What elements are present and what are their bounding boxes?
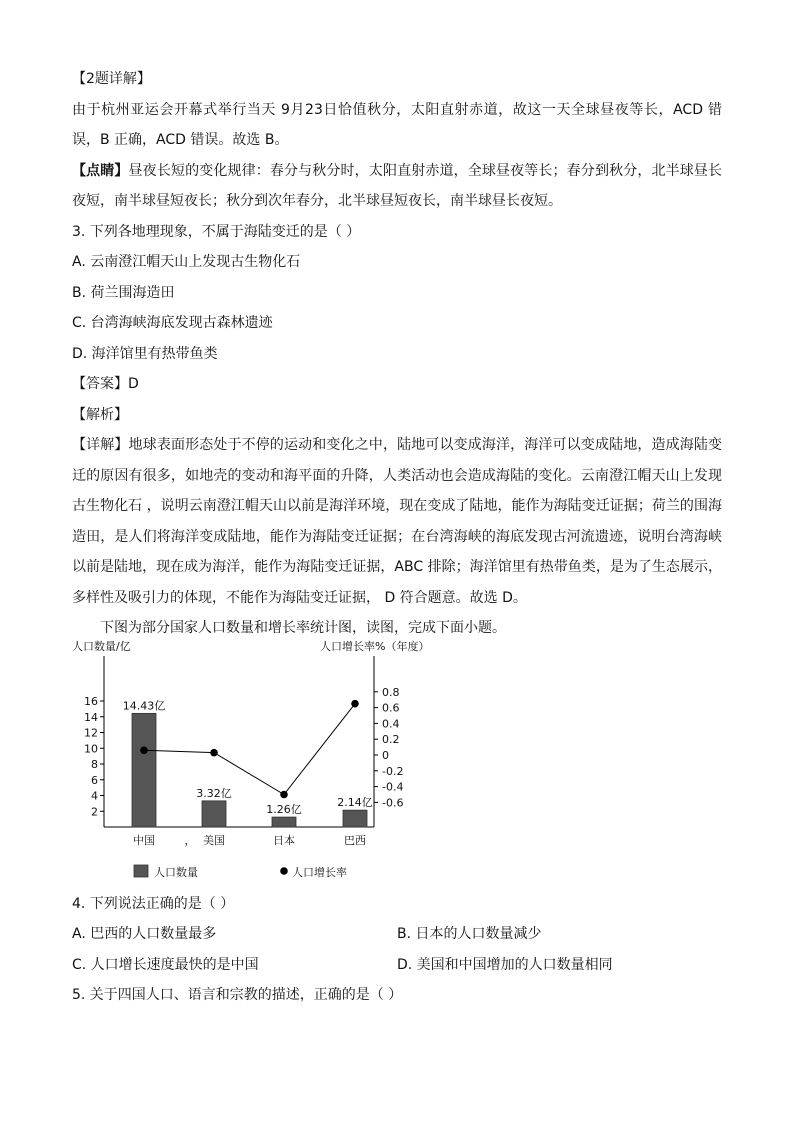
y-left-tick-label: 14 bbox=[84, 710, 98, 724]
q3-answer: 【答案】D bbox=[72, 376, 139, 392]
y-left-tick-label: 10 bbox=[84, 741, 98, 755]
x-category-mark: ， bbox=[184, 833, 196, 847]
legend-label-growth-rate: 人口增长率 bbox=[292, 865, 347, 879]
population-data-label: 1.26亿 bbox=[266, 802, 302, 816]
legend-label-population: 人口数量 bbox=[154, 865, 198, 879]
y-right-tick-label: -0.6 bbox=[382, 795, 404, 809]
y-right-tick-label: 0.2 bbox=[382, 732, 400, 746]
q3-option-b: B. 荷兰围海造田 bbox=[72, 284, 175, 301]
x-category-label: 日本 bbox=[273, 833, 295, 847]
growth-rate-line bbox=[140, 699, 359, 800]
q2-tip bbox=[72, 156, 722, 217]
y-right-tick-label: -0.4 bbox=[382, 780, 404, 794]
population-bar bbox=[343, 810, 367, 827]
y-right-tick-label: 0.4 bbox=[382, 716, 400, 730]
y-right-tick-label: 0 bbox=[382, 748, 389, 762]
population-chart bbox=[72, 639, 430, 889]
q3-stem: 3. 下列各地理现象，不属于海陆变迁的是（ ） bbox=[72, 223, 361, 240]
q3-detail-body: 地球表面形态处于不停的运动和变化之中，陆地可以变成海洋，海洋可以变成陆地，造成海陆变迁的原因有很多，如地壳的变动和海平面的升降，人类活动也会造成海陆的变化。云南澄江帽天山上发现古生物化石 ，说明云南澄江帽天山以前是海洋环境，现在变成了陆地，能作为海陆变迁证据；荷兰的围海造田，是人们将海洋变成陆地，能作为海陆变迁证据；在台湾海峡的海底发现古河流遗迹，说明台湾海峡以前是陆地，现在成为海洋，能作为海陆变迁证据，ABC 排除；海洋馆里有热带鱼类，是为了生态展示，多样性及吸引力的体现，不能作为海陆变迁证据， D 符合题意。故选 D。 bbox=[72, 437, 723, 606]
q3-option-c: C. 台湾海峡海底发现古森林遗迹 bbox=[72, 315, 273, 331]
growth-rate-point bbox=[140, 746, 148, 754]
q3-option-d: D. 海洋馆里有热带鱼类 bbox=[72, 345, 218, 362]
q2-detail-heading: 【2题详解】 bbox=[72, 71, 151, 87]
q4-option-c: C. 人口增长速度最快的是中国 bbox=[72, 956, 259, 973]
population-data-label: 3.32亿 bbox=[196, 786, 232, 800]
legend-bar-swatch bbox=[134, 865, 148, 877]
legend-dot-swatch bbox=[280, 867, 288, 875]
q4-stem: 4. 下列说法正确的是（ ） bbox=[72, 895, 235, 912]
population-data-label: 2.14亿 bbox=[337, 795, 373, 809]
y-right-tick-label: -0.2 bbox=[382, 764, 404, 778]
q3-analysis-label: 【解析】 bbox=[72, 406, 128, 423]
y-right-tick-label: 0.6 bbox=[382, 701, 400, 715]
q4-option-d: D. 美国和中国增加的人口数量相同 bbox=[397, 956, 613, 973]
q3-option-a: A. 云南澄江帽天山上发现古生物化石 bbox=[72, 254, 301, 270]
q5-stem: 5. 关于四国人口、语言和宗教的描述，正确的是（ ） bbox=[72, 987, 403, 1003]
y-right-axis-label: 人口增长率%（年度） bbox=[320, 639, 430, 653]
y-left-tick-label: 2 bbox=[91, 804, 98, 818]
y-right-tick-label: 0.8 bbox=[382, 685, 400, 699]
population-bars bbox=[132, 713, 367, 827]
population-data-label: 14.43亿 bbox=[122, 698, 166, 712]
q2-tip-label: 【点睛】 bbox=[72, 162, 129, 179]
population-bar bbox=[202, 800, 226, 826]
y-left-tick-label: 4 bbox=[91, 789, 98, 802]
y-left-tick-label: 12 bbox=[84, 726, 98, 739]
growth-rate-point bbox=[280, 790, 288, 798]
growth-rate-polyline bbox=[144, 703, 355, 794]
x-category-label: 中国 bbox=[133, 833, 155, 847]
y-left-axis-label: 人口数量/亿 bbox=[72, 639, 131, 653]
y-left-tick-label: 16 bbox=[84, 694, 98, 708]
document-body bbox=[72, 64, 722, 1017]
growth-rate-point bbox=[210, 748, 218, 756]
chart-intro: 下图为部分国家人口数量和增长率统计图，读图，完成下面小题。 bbox=[100, 620, 506, 636]
x-category-label: 巴西 bbox=[344, 833, 366, 847]
population-bar bbox=[132, 713, 156, 827]
q4-options-row-2 bbox=[72, 950, 722, 981]
q3-detail-label: 【详解】 bbox=[72, 437, 129, 453]
population-bar bbox=[272, 817, 296, 827]
q3-detail bbox=[72, 430, 722, 613]
x-category-label: 美国 bbox=[203, 833, 225, 847]
chart-legend bbox=[134, 865, 347, 879]
q4-option-a: A. 巴西的人口数量最多 bbox=[72, 926, 217, 942]
q2-detail-body: 由于杭州亚运会开幕式举行当天 9月23日恰值秋分，太阳直射赤道，故这一天全球昼夜等长，ACD 错误，B 正确，ACD 错误。故选 B。 bbox=[72, 101, 722, 148]
q2-tip-body: 昼夜长短的变化规律：春分与秋分时，太阳直射赤道，全球昼夜等长；春分到秋分，北半球昼长夜短，南半球昼短夜长；秋分到次年春分，北半球昼短夜长，南半球昼长夜短。 bbox=[72, 162, 723, 209]
growth-rate-point bbox=[351, 699, 359, 707]
q4-options-row-1 bbox=[72, 919, 722, 950]
y-left-tick-label: 6 bbox=[91, 773, 98, 787]
population-chart-svg bbox=[72, 639, 430, 889]
q4-option-b: B. 日本的人口数量减少 bbox=[397, 926, 542, 942]
y-left-tick-label: 8 bbox=[91, 757, 98, 771]
